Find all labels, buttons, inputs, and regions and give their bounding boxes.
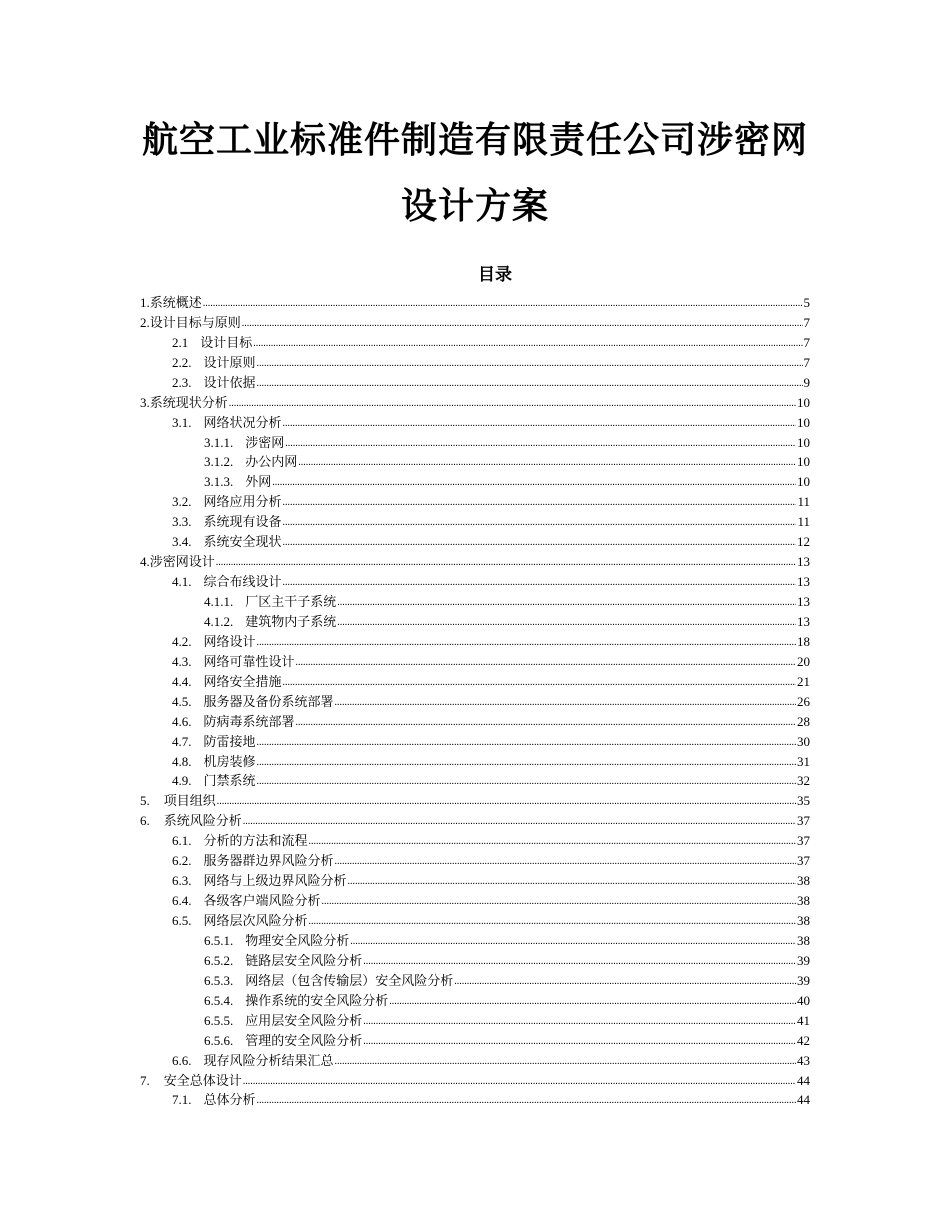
toc-dot-leader [257,1093,796,1108]
toc-entry-page: 40 [797,992,810,1008]
toc-entry-page: 42 [797,1032,810,1048]
toc-entry-number: 3.1.3. [204,474,234,490]
toc-entry-label: 系统概述 [149,294,202,310]
toc-entry-label: 建筑物内子系统 [245,613,337,629]
toc-dot-leader [296,655,796,670]
toc-dot-leader [335,854,796,869]
toc-dot-leader [363,1014,796,1029]
toc-entry[interactable] [140,570,810,590]
toc-entry-label: 机房装修 [203,753,256,769]
toc-dot-leader [257,376,803,391]
toc-entry-label: 厂区主干子系统 [245,594,337,609]
toc-dot-leader [283,535,796,550]
toc-entry-number: 3. [140,394,150,410]
toc-entry-label: 网络安全措施 [203,673,282,689]
toc-entry-page: 12 [797,534,810,550]
toc-entry-number: 6.5. [172,913,192,928]
toc-entry[interactable] [140,331,810,351]
toc-entry-label: 涉密网 [245,434,285,450]
toc-entry-number: 3.1.2. [204,454,234,470]
toc-entry-number: 6.4. [172,893,192,909]
toc-entry-page: 18 [797,633,810,649]
toc-entry-label: 外网 [245,474,272,490]
toc-entry-page: 13 [797,554,810,570]
toc-dot-leader [257,635,796,650]
toc-entry-number: 4.7. [172,733,192,749]
toc-dot-leader [335,1054,796,1069]
toc-entry-number: 2.1 [172,334,189,350]
toc-entry[interactable] [140,530,810,550]
toc-entry-number: 6.6. [172,1052,192,1068]
toc-entry-page: 7 [803,354,810,370]
toc-entry-number: 6.5.4. [204,992,234,1008]
toc-entry-page: 10 [797,454,810,470]
toc-entry-label: 系统现有设备 [203,514,282,530]
toc-dot-leader [337,595,796,610]
toc-entry-page: 10 [797,394,810,410]
toc-entry-page: 31 [797,753,810,769]
toc-entry-label: 涉密网设计 [149,554,215,570]
toc-entry-page: 28 [797,713,810,729]
toc-entry-page: 43 [797,1052,810,1068]
toc-entry-number: 6.5.5. [204,1012,234,1028]
toc-entry-label: 防病毒系统部署 [203,713,295,729]
toc-entry-number: 4.9. [172,773,192,789]
toc-entry[interactable] [140,391,810,411]
toc-entry[interactable] [140,809,810,829]
toc-dot-leader [257,755,796,770]
toc-entry-number: 7.1. [172,1092,192,1108]
toc-entry[interactable] [140,789,810,809]
toc-entry-label: 项目组织 [163,793,216,809]
toc-entry-page: 38 [797,893,810,909]
toc-dot-leader [253,336,802,351]
toc-entry-page: 38 [797,873,810,889]
toc-entry-label: 系统安全现状 [203,534,282,550]
toc-dot-leader [283,515,797,530]
toc-entry-label: 设计目标与原则 [149,314,241,330]
toc-entry[interactable] [140,311,810,331]
toc-entry-page: 37 [797,853,810,869]
toc-dot-leader [296,715,796,730]
toc-entry-page: 11 [797,514,810,530]
toc-entry-number: 3.1.1. [204,434,234,450]
toc-entry-page: 10 [797,414,810,430]
toc-entry-label: 管理的安全风险分析 [245,1032,363,1048]
toc-entry-page: 39 [797,952,810,968]
toc-entry[interactable] [140,849,810,869]
toc-entry-page: 32 [797,773,810,789]
toc-entry-number: 7. [140,1072,150,1088]
toc-entry-label: 现存风险分析结果汇总 [203,1052,334,1068]
toc-entry[interactable] [140,630,810,650]
toc-dot-leader [243,814,796,829]
toc-entry[interactable] [140,351,810,371]
toc-entry[interactable] [140,909,810,929]
toc-entry[interactable] [140,750,810,770]
toc-entry[interactable] [140,451,810,471]
toc-entry[interactable] [140,490,810,510]
toc-entry[interactable] [140,650,810,670]
toc-entry-number: 4.1.1. [204,594,234,609]
toc-dot-leader [283,416,796,431]
toc-entry-number: 6.5.6. [204,1032,234,1048]
toc-entry-number: 2.3. [172,374,192,390]
toc-entry[interactable] [140,949,810,969]
toc-entry[interactable] [140,610,810,630]
toc-entry-number: 4.3. [172,653,192,669]
toc-dot-leader [229,396,796,411]
toc-entry[interactable] [140,770,810,790]
toc-entry-label: 综合布线设计 [203,574,282,590]
toc-entry-page: 13 [797,574,810,590]
toc-entry-number: 2. [140,314,150,330]
toc-entry-page: 13 [797,613,810,629]
toc-dot-leader [454,974,796,989]
toc-entry-page: 37 [797,833,810,849]
toc-entry-page: 41 [797,1012,810,1028]
toc-dot-leader [283,675,796,690]
toc-dot-leader [243,1074,796,1089]
toc-entry[interactable] [140,550,810,570]
toc-entry[interactable] [140,730,810,750]
toc-entry-page: 13 [797,594,810,609]
toc-entry-number: 2.2. [172,354,192,370]
toc-dot-leader [257,774,796,789]
toc-entry[interactable] [140,371,810,391]
toc-entry-label: 物理安全风险分析 [245,932,350,948]
toc-entry[interactable] [140,889,810,909]
toc-entry[interactable] [140,510,810,530]
toc-entry-label: 网络层次风险分析 [203,913,308,928]
toc-entry-page: 37 [797,813,810,829]
toc-entry-number: 4.2. [172,633,192,649]
toc-entry-label: 分析的方法和流程 [203,833,308,849]
toc-dot-leader [309,914,796,929]
toc-entry-page: 30 [797,733,810,749]
toc-entry-number: 6.2. [172,853,192,869]
toc-dot-leader [242,316,803,331]
toc-entry-label: 链路层安全风险分析 [245,952,363,968]
toc-entry[interactable] [140,690,810,710]
toc-entry-label: 操作系统的安全风险分析 [245,992,389,1008]
toc-entry-number: 6.5.2. [204,952,234,968]
toc-entry-page: 20 [797,653,810,669]
toc-entry[interactable] [140,670,810,690]
toc-entry-number: 3.2. [172,494,192,510]
toc-entry[interactable] [140,1089,810,1109]
toc-entry[interactable] [140,291,810,311]
toc-entry[interactable] [140,1069,810,1089]
toc-entry-number: 3.4. [172,534,192,550]
toc-entry-page: 38 [797,913,810,928]
toc-entry-page: 21 [797,673,810,689]
toc-entry-label: 应用层安全风险分析 [245,1012,363,1028]
toc-entry-label: 防雷接地 [203,733,256,749]
toc-entry-page: 10 [797,434,810,450]
toc-entry-label: 网络可靠性设计 [203,653,295,669]
toc-entry-label: 服务器及备份系统部署 [203,693,334,709]
toc-dot-leader [216,555,796,570]
toc-entry-page: 11 [797,494,810,510]
toc-entry-number: 4. [140,554,150,570]
toc-dot-leader [203,296,803,311]
toc-entry[interactable] [140,710,810,730]
toc-entry-number: 6. [140,813,150,829]
toc-entry-page: 9 [803,374,810,390]
document-title-line-1: 航空工业标准件制造有限责任公司涉密网 [141,119,808,161]
toc-entry[interactable] [140,1009,810,1029]
toc-entry[interactable] [140,869,810,889]
toc-entry-label: 系统风险分析 [163,813,242,829]
toc-dot-leader [309,834,796,849]
toc-entry[interactable] [140,929,810,949]
toc-entry-number: 6.1. [172,833,192,849]
toc-dot-leader [217,794,796,809]
toc-entry-label: 设计原则 [203,354,256,370]
toc-entry-number: 4.1. [172,574,192,590]
toc-entry[interactable] [140,829,810,849]
toc-heading: 目录 [478,265,512,285]
toc-entry-page: 7 [803,314,810,330]
toc-dot-leader [283,575,796,590]
toc-entry[interactable] [140,1029,810,1049]
toc-dot-leader [257,356,803,371]
toc-entry-page: 10 [797,474,810,490]
toc-entry-label: 网络状况分析 [203,414,282,430]
toc-entry-page: 5 [803,294,810,310]
table-of-contents [140,291,810,1108]
toc-dot-leader [389,994,796,1009]
toc-entry-label: 门禁系统 [203,773,256,789]
toc-entry-label: 系统现状分析 [149,394,228,410]
toc-dot-leader [363,1034,796,1049]
toc-entry-number: 4.6. [172,713,192,729]
toc-dot-leader [363,954,796,969]
toc-entry-label: 设计目标 [200,334,253,350]
toc-dot-leader [298,455,796,470]
toc-entry[interactable] [140,989,810,1009]
toc-dot-leader [337,615,796,630]
toc-entry-label: 总体分析 [203,1092,256,1108]
toc-entry-label: 网络层（包含传输层）安全风险分析 [245,972,454,988]
toc-entry-page: 26 [797,693,810,709]
toc-entry-number: 4.5. [172,693,192,709]
toc-dot-leader [285,436,796,451]
toc-entry-label: 办公内网 [245,454,298,470]
toc-entry-page: 35 [797,793,810,809]
toc-entry-number: 4.8. [172,753,192,769]
toc-dot-leader [322,894,796,909]
toc-entry-label: 各级客户端风险分析 [203,893,321,909]
toc-entry-label: 网络与上级边界风险分析 [203,873,347,889]
toc-entry-number: 6.3. [172,873,192,889]
toc-entry-number: 4.1.2. [204,613,234,629]
toc-entry-number: 4.4. [172,673,192,689]
toc-entry-label: 服务器群边界风险分析 [203,853,334,869]
toc-entry-page: 38 [797,932,810,948]
toc-entry-number: 6.5.3. [204,972,234,988]
toc-entry-label: 安全总体设计 [163,1072,242,1088]
toc-entry-number: 5. [140,793,150,809]
toc-entry-number: 3.3. [172,514,192,530]
toc-entry-label: 设计依据 [203,374,256,390]
toc-entry[interactable] [140,470,810,490]
toc-entry[interactable] [140,590,810,610]
toc-entry[interactable] [140,1049,810,1069]
toc-dot-leader [350,934,796,949]
document-title-line-2: 设计方案 [400,185,549,227]
toc-entry-page: 44 [797,1092,810,1108]
toc-entry-number: 3.1. [172,414,192,430]
toc-entry-label: 网络应用分析 [203,494,282,510]
toc-entry-number: 1. [140,294,150,310]
toc-dot-leader [335,695,796,710]
toc-entry-page: 44 [797,1072,810,1088]
toc-entry-page: 39 [797,972,810,988]
toc-dot-leader [257,735,796,750]
toc-entry-number: 6.5.1. [204,932,234,948]
toc-entry[interactable] [140,411,810,431]
toc-dot-leader [348,874,796,889]
toc-entry-page: 7 [803,334,810,350]
toc-entry[interactable] [140,431,810,451]
toc-dot-leader [283,495,797,510]
toc-entry[interactable] [140,969,810,989]
toc-entry-label: 网络设计 [203,633,256,649]
toc-dot-leader [272,475,796,490]
